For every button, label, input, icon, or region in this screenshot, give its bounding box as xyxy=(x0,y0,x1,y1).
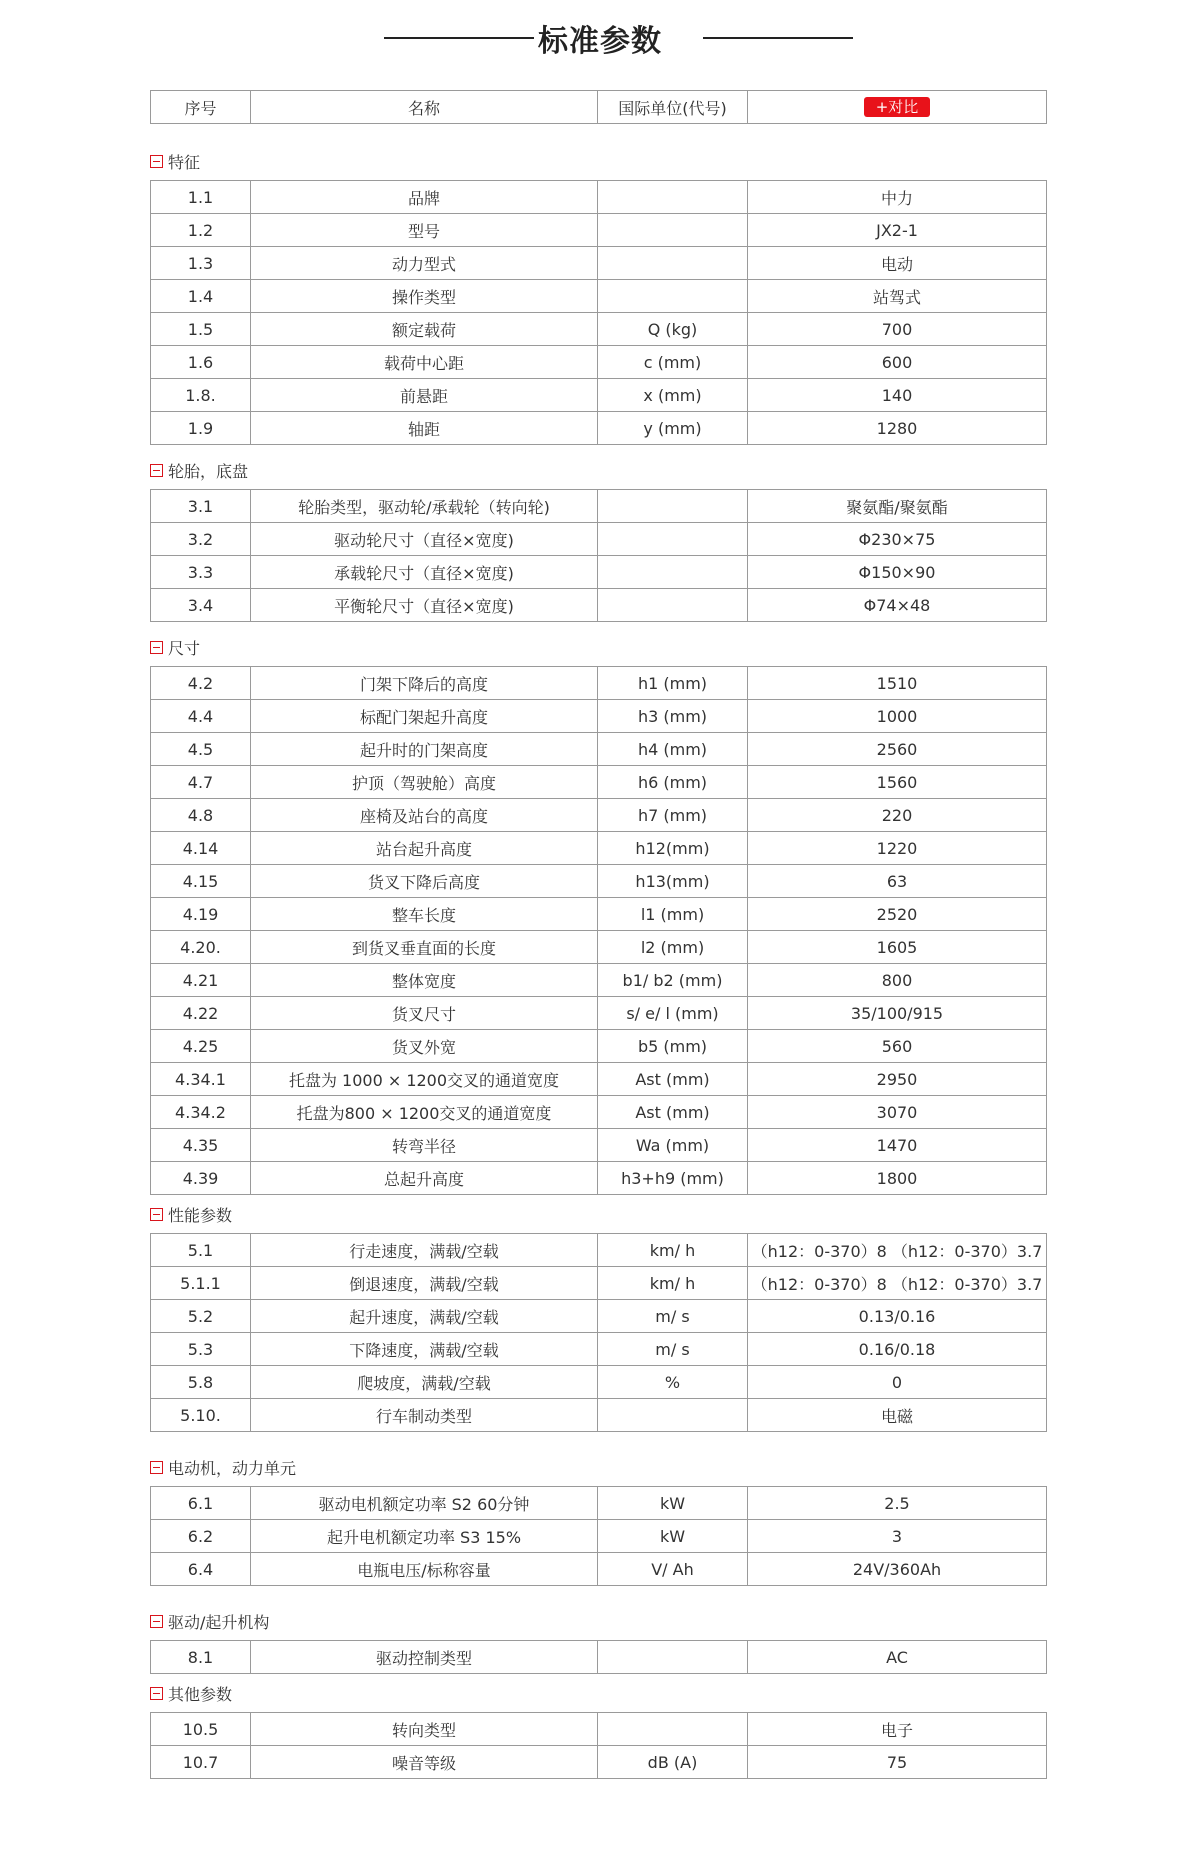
spec-index: 5.1 xyxy=(151,1234,251,1267)
spec-unit: Ast (mm) xyxy=(598,1063,748,1096)
compare-button[interactable]: +对比 xyxy=(864,97,931,117)
spec-table xyxy=(150,666,1047,1195)
spec-index: 5.3 xyxy=(151,1333,251,1366)
table-row xyxy=(151,733,1047,766)
spec-index: 1.8. xyxy=(151,379,251,412)
spec-index: 5.8 xyxy=(151,1366,251,1399)
spec-index: 1.3 xyxy=(151,247,251,280)
collapse-minus-icon[interactable] xyxy=(150,464,163,477)
spec-name: 座椅及站台的高度 xyxy=(251,799,598,832)
spec-unit xyxy=(598,523,748,556)
spec-unit: x (mm) xyxy=(598,379,748,412)
spec-unit: h3 (mm) xyxy=(598,700,748,733)
spec-index: 4.22 xyxy=(151,997,251,1030)
section-title: 性能参数 xyxy=(168,1205,233,1225)
spec-index: 4.15 xyxy=(151,865,251,898)
table-row xyxy=(151,556,1047,589)
spec-table xyxy=(150,489,1047,622)
table-row xyxy=(151,280,1047,313)
spec-header-table xyxy=(150,90,1047,124)
spec-name: 前悬距 xyxy=(251,379,598,412)
spec-value: AC xyxy=(748,1641,1047,1674)
spec-index: 4.8 xyxy=(151,799,251,832)
table-row xyxy=(151,1366,1047,1399)
spec-value: Φ230×75 xyxy=(748,523,1047,556)
section-title: 其他参数 xyxy=(168,1684,233,1704)
spec-unit: h7 (mm) xyxy=(598,799,748,832)
spec-value: 220 xyxy=(748,799,1047,832)
spec-unit: c (mm) xyxy=(598,346,748,379)
spec-name: 转向类型 xyxy=(251,1713,598,1746)
spec-unit xyxy=(598,490,748,523)
spec-unit: km/ h xyxy=(598,1234,748,1267)
spec-index: 1.6 xyxy=(151,346,251,379)
spec-index: 6.2 xyxy=(151,1520,251,1553)
section-title: 特征 xyxy=(168,152,201,172)
spec-unit xyxy=(598,247,748,280)
spec-unit: h6 (mm) xyxy=(598,766,748,799)
header-unit: 国际单位(代号) xyxy=(598,91,748,124)
table-row xyxy=(151,832,1047,865)
table-row xyxy=(151,1096,1047,1129)
spec-value: Φ150×90 xyxy=(748,556,1047,589)
spec-unit xyxy=(598,1399,748,1432)
table-row xyxy=(151,1641,1047,1674)
spec-unit: b1/ b2 (mm) xyxy=(598,964,748,997)
table-row xyxy=(151,379,1047,412)
spec-name: 货叉下降后高度 xyxy=(251,865,598,898)
table-row xyxy=(151,490,1047,523)
spec-name: 载荷中心距 xyxy=(251,346,598,379)
spec-index: 3.3 xyxy=(151,556,251,589)
spec-value: 75 xyxy=(748,1746,1047,1779)
spec-name: 驱动电机额定功率 S2 60分钟 xyxy=(251,1487,598,1520)
spec-unit: l1 (mm) xyxy=(598,898,748,931)
spec-name: 驱动轮尺寸（直径×宽度) xyxy=(251,523,598,556)
spec-index: 1.1 xyxy=(151,181,251,214)
spec-index: 4.35 xyxy=(151,1129,251,1162)
header-name: 名称 xyxy=(251,91,598,124)
spec-index: 8.1 xyxy=(151,1641,251,1674)
spec-unit: b5 (mm) xyxy=(598,1030,748,1063)
spec-unit: % xyxy=(598,1366,748,1399)
table-row xyxy=(151,412,1047,445)
spec-name: 托盘为800 × 1200交叉的通道宽度 xyxy=(251,1096,598,1129)
section-header[interactable] xyxy=(150,1456,1046,1478)
spec-unit: h3+h9 (mm) xyxy=(598,1162,748,1195)
spec-name: 门架下降后的高度 xyxy=(251,667,598,700)
spec-unit: h12(mm) xyxy=(598,832,748,865)
section-header[interactable] xyxy=(150,150,1046,172)
spec-value: 600 xyxy=(748,346,1047,379)
section-header[interactable] xyxy=(150,1203,1046,1225)
table-row xyxy=(151,964,1047,997)
spec-value: 1280 xyxy=(748,412,1047,445)
table-row xyxy=(151,1063,1047,1096)
section-header[interactable] xyxy=(150,1610,1046,1632)
spec-unit: y (mm) xyxy=(598,412,748,445)
spec-value: 站驾式 xyxy=(748,280,1047,313)
spec-index: 1.9 xyxy=(151,412,251,445)
spec-index: 4.14 xyxy=(151,832,251,865)
section-title: 尺寸 xyxy=(168,638,201,658)
spec-table xyxy=(150,1233,1047,1432)
spec-unit: s/ e/ l (mm) xyxy=(598,997,748,1030)
spec-name: 品牌 xyxy=(251,181,598,214)
spec-unit: kW xyxy=(598,1487,748,1520)
table-row xyxy=(151,1713,1047,1746)
section-title: 驱动/起升机构 xyxy=(168,1612,270,1632)
table-row xyxy=(151,1487,1047,1520)
spec-index: 4.19 xyxy=(151,898,251,931)
spec-value: 电子 xyxy=(748,1713,1047,1746)
spec-unit xyxy=(598,1641,748,1674)
spec-name: 整体宽度 xyxy=(251,964,598,997)
spec-index: 6.1 xyxy=(151,1487,251,1520)
spec-unit: h4 (mm) xyxy=(598,733,748,766)
spec-index: 1.5 xyxy=(151,313,251,346)
spec-name: 动力型式 xyxy=(251,247,598,280)
spec-value: 1220 xyxy=(748,832,1047,865)
table-row xyxy=(151,865,1047,898)
header-compare-cell xyxy=(748,91,1047,124)
spec-value: 1800 xyxy=(748,1162,1047,1195)
table-row xyxy=(151,1030,1047,1063)
table-row xyxy=(151,1234,1047,1267)
spec-value: 聚氨酯/聚氨酯 xyxy=(748,490,1047,523)
table-row xyxy=(151,1129,1047,1162)
spec-name: 总起升高度 xyxy=(251,1162,598,1195)
table-row xyxy=(151,214,1047,247)
spec-index: 5.10. xyxy=(151,1399,251,1432)
collapse-minus-icon[interactable] xyxy=(150,1461,163,1474)
spec-name: 爬坡度，满载/空载 xyxy=(251,1366,598,1399)
spec-name: 标配门架起升高度 xyxy=(251,700,598,733)
spec-name: 下降速度，满载/空载 xyxy=(251,1333,598,1366)
spec-value: 1605 xyxy=(748,931,1047,964)
spec-value: 1560 xyxy=(748,766,1047,799)
spec-name: 护顶（驾驶舱）高度 xyxy=(251,766,598,799)
spec-name: 电瓶电压/标称容量 xyxy=(251,1553,598,1586)
spec-unit: h13(mm) xyxy=(598,865,748,898)
spec-name: 倒退速度，满载/空载 xyxy=(251,1267,598,1300)
collapse-minus-icon[interactable] xyxy=(150,155,163,168)
table-row xyxy=(151,1300,1047,1333)
spec-value: 3 xyxy=(748,1520,1047,1553)
spec-index: 4.20. xyxy=(151,931,251,964)
spec-index: 4.2 xyxy=(151,667,251,700)
spec-index: 5.1.1 xyxy=(151,1267,251,1300)
spec-name: 平衡轮尺寸（直径×宽度) xyxy=(251,589,598,622)
spec-name: 到货叉垂直面的长度 xyxy=(251,931,598,964)
spec-unit: dB (A) xyxy=(598,1746,748,1779)
spec-name: 行车制动类型 xyxy=(251,1399,598,1432)
spec-header-row xyxy=(151,91,1047,124)
spec-value: 800 xyxy=(748,964,1047,997)
spec-name: 起升时的门架高度 xyxy=(251,733,598,766)
spec-index: 1.4 xyxy=(151,280,251,313)
section-header[interactable] xyxy=(150,1682,1046,1704)
header-index: 序号 xyxy=(151,91,251,124)
spec-value: 63 xyxy=(748,865,1047,898)
section-header[interactable] xyxy=(150,459,1046,481)
spec-index: 10.7 xyxy=(151,1746,251,1779)
spec-value: 0.16/0.18 xyxy=(748,1333,1047,1366)
spec-index: 3.1 xyxy=(151,490,251,523)
spec-index: 6.4 xyxy=(151,1553,251,1586)
table-row xyxy=(151,313,1047,346)
table-row xyxy=(151,181,1047,214)
page-title: 标准参数 xyxy=(538,24,662,59)
spec-unit: m/ s xyxy=(598,1300,748,1333)
spec-index: 3.4 xyxy=(151,589,251,622)
spec-unit: h1 (mm) xyxy=(598,667,748,700)
spec-unit xyxy=(598,214,748,247)
spec-value: 中力 xyxy=(748,181,1047,214)
title-divider-right xyxy=(703,37,853,39)
spec-name: 承载轮尺寸（直径×宽度) xyxy=(251,556,598,589)
spec-value: 560 xyxy=(748,1030,1047,1063)
spec-unit xyxy=(598,589,748,622)
spec-table xyxy=(150,1712,1047,1779)
spec-unit xyxy=(598,181,748,214)
spec-value: 2520 xyxy=(748,898,1047,931)
spec-name: 托盘为 1000 × 1200交叉的通道宽度 xyxy=(251,1063,598,1096)
spec-name: 额定载荷 xyxy=(251,313,598,346)
table-row xyxy=(151,523,1047,556)
spec-value: 140 xyxy=(748,379,1047,412)
spec-value: Φ74×48 xyxy=(748,589,1047,622)
spec-index: 4.4 xyxy=(151,700,251,733)
collapse-minus-icon[interactable] xyxy=(150,1208,163,1221)
spec-value: 3070 xyxy=(748,1096,1047,1129)
spec-value: JX2-1 xyxy=(748,214,1047,247)
spec-value: 1470 xyxy=(748,1129,1047,1162)
spec-value: 2.5 xyxy=(748,1487,1047,1520)
spec-table xyxy=(150,1640,1047,1674)
collapse-minus-icon[interactable] xyxy=(150,1687,163,1700)
table-row xyxy=(151,997,1047,1030)
page-header xyxy=(0,0,1200,75)
spec-name: 站台起升高度 xyxy=(251,832,598,865)
spec-unit: Q (kg) xyxy=(598,313,748,346)
spec-value: 2560 xyxy=(748,733,1047,766)
spec-name: 货叉尺寸 xyxy=(251,997,598,1030)
spec-value: 24V/360Ah xyxy=(748,1553,1047,1586)
spec-name: 货叉外宽 xyxy=(251,1030,598,1063)
spec-index: 1.2 xyxy=(151,214,251,247)
spec-index: 4.25 xyxy=(151,1030,251,1063)
table-row xyxy=(151,589,1047,622)
spec-unit: l2 (mm) xyxy=(598,931,748,964)
table-row xyxy=(151,667,1047,700)
spec-value: 2950 xyxy=(748,1063,1047,1096)
spec-name: 转弯半径 xyxy=(251,1129,598,1162)
table-row xyxy=(151,1399,1047,1432)
table-row xyxy=(151,346,1047,379)
table-row xyxy=(151,1746,1047,1779)
spec-unit: Wa (mm) xyxy=(598,1129,748,1162)
spec-table xyxy=(150,180,1047,445)
spec-name: 轮胎类型，驱动轮/承载轮（转向轮) xyxy=(251,490,598,523)
spec-value: 0 xyxy=(748,1366,1047,1399)
spec-name: 噪音等级 xyxy=(251,1746,598,1779)
table-row xyxy=(151,799,1047,832)
spec-name: 驱动控制类型 xyxy=(251,1641,598,1674)
table-row xyxy=(151,931,1047,964)
table-row xyxy=(151,1333,1047,1366)
spec-container xyxy=(150,75,1046,1779)
spec-name: 行走速度，满载/空载 xyxy=(251,1234,598,1267)
spec-value: 35/100/915 xyxy=(748,997,1047,1030)
section-title: 电动机，动力单元 xyxy=(168,1458,297,1478)
spec-index: 10.5 xyxy=(151,1713,251,1746)
spec-sections xyxy=(150,124,1046,1779)
spec-unit: Ast (mm) xyxy=(598,1096,748,1129)
spec-index: 5.2 xyxy=(151,1300,251,1333)
spec-index: 4.34.1 xyxy=(151,1063,251,1096)
collapse-minus-icon[interactable] xyxy=(150,641,163,654)
table-row xyxy=(151,766,1047,799)
spec-unit xyxy=(598,1713,748,1746)
table-row xyxy=(151,1267,1047,1300)
spec-unit xyxy=(598,280,748,313)
spec-value: 700 xyxy=(748,313,1047,346)
spec-index: 4.34.2 xyxy=(151,1096,251,1129)
table-row xyxy=(151,1520,1047,1553)
spec-name: 轴距 xyxy=(251,412,598,445)
table-row xyxy=(151,898,1047,931)
table-row xyxy=(151,700,1047,733)
spec-value: （h12：0-370）8 （h12：0-370）3.7 xyxy=(748,1234,1047,1267)
spec-value: 1510 xyxy=(748,667,1047,700)
spec-value: 电动 xyxy=(748,247,1047,280)
spec-value: 电磁 xyxy=(748,1399,1047,1432)
table-row xyxy=(151,247,1047,280)
spec-index: 4.7 xyxy=(151,766,251,799)
spec-index: 4.21 xyxy=(151,964,251,997)
spec-unit: km/ h xyxy=(598,1267,748,1300)
collapse-minus-icon[interactable] xyxy=(150,1615,163,1628)
spec-index: 4.39 xyxy=(151,1162,251,1195)
table-row xyxy=(151,1162,1047,1195)
spec-name: 起升速度，满载/空载 xyxy=(251,1300,598,1333)
spec-table xyxy=(150,1486,1047,1586)
spec-name: 操作类型 xyxy=(251,280,598,313)
table-row xyxy=(151,1553,1047,1586)
spec-name: 起升电机额定功率 S3 15% xyxy=(251,1520,598,1553)
spec-index: 3.2 xyxy=(151,523,251,556)
spec-value: 1000 xyxy=(748,700,1047,733)
spec-name: 型号 xyxy=(251,214,598,247)
spec-unit: kW xyxy=(598,1520,748,1553)
spec-name: 整车长度 xyxy=(251,898,598,931)
spec-unit xyxy=(598,556,748,589)
spec-index: 4.5 xyxy=(151,733,251,766)
spec-value: 0.13/0.16 xyxy=(748,1300,1047,1333)
spec-unit: V/ Ah xyxy=(598,1553,748,1586)
spec-value: （h12：0-370）8 （h12：0-370）3.7 xyxy=(748,1267,1047,1300)
spec-unit: m/ s xyxy=(598,1333,748,1366)
section-title: 轮胎，底盘 xyxy=(168,461,249,481)
section-header[interactable] xyxy=(150,636,1046,658)
